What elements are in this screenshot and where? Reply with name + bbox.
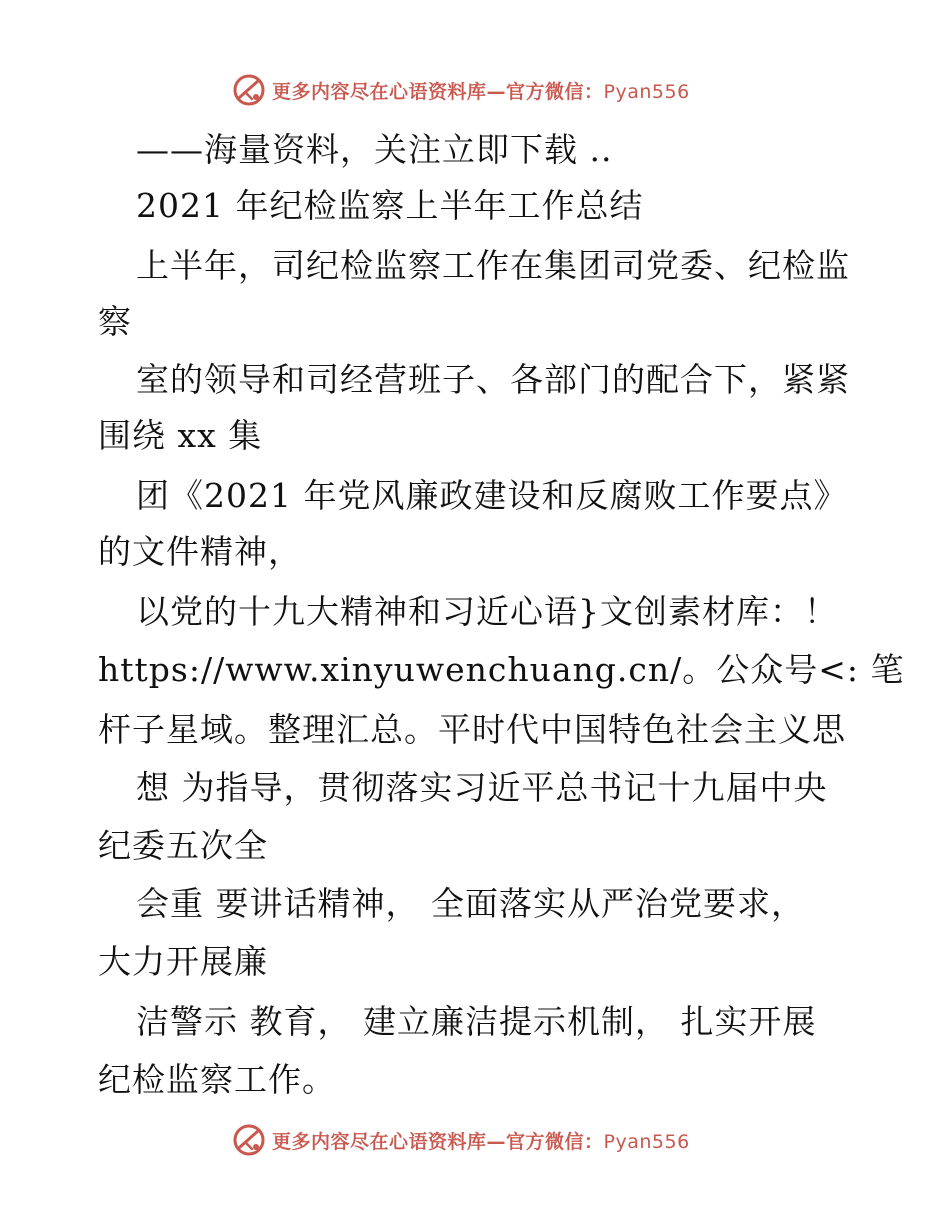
text-line: 室的领导和司经营班子、各部门的配合下，紧紧 xyxy=(136,360,850,399)
text-line: 的文件精神， xyxy=(98,532,302,571)
text-line: 杆子星域。整理汇总。平时代中国特色社会主义思 xyxy=(98,710,846,749)
text-line: 洁警示 教育， 建立廉洁提示机制， 扎实开展 xyxy=(136,1002,817,1041)
brand-logo-icon xyxy=(232,1123,266,1157)
banner-text: 更多内容尽在心语资料库—官方微信：Pyan556 xyxy=(272,1130,690,1153)
text-line: 上半年，司纪检监察工作在集团司党委、纪检监 xyxy=(136,246,850,285)
footer-banner xyxy=(232,1122,690,1158)
text-line: https://www.xinyuwenchuang.cn/。公众号<: 笔 xyxy=(98,650,905,689)
banner-contact: Pyan556 xyxy=(603,1130,690,1153)
brand-logo-icon xyxy=(232,73,266,107)
text-line: 以党的十九大精神和习近心语}文创素材库：！ xyxy=(136,592,838,631)
banner-contact: Pyan556 xyxy=(603,80,690,103)
text-line: 察 xyxy=(98,302,132,341)
text-line: 大力开展廉 xyxy=(98,942,268,981)
text-line: 纪委五次全 xyxy=(98,826,268,865)
text-line: 想 为指导，贯彻落实习近平总书记十九届中央 xyxy=(136,768,828,807)
header-banner xyxy=(232,72,690,108)
text-line: ——海量资料，关注立即下载 .. xyxy=(136,130,613,169)
text-line: 团《2021 年党风廉政建设和反腐败工作要点》 xyxy=(136,476,848,515)
text-line: 会重 要讲话精神， 全面落实从严治党要求， xyxy=(136,884,805,923)
text-line: 纪检监察工作。 xyxy=(98,1060,336,1099)
document-title: 2021 年纪检监察上半年工作总结 xyxy=(136,186,644,225)
banner-text: 更多内容尽在心语资料库—官方微信：Pyan556 xyxy=(272,80,690,103)
text-line: 围绕 xx 集 xyxy=(98,416,263,455)
